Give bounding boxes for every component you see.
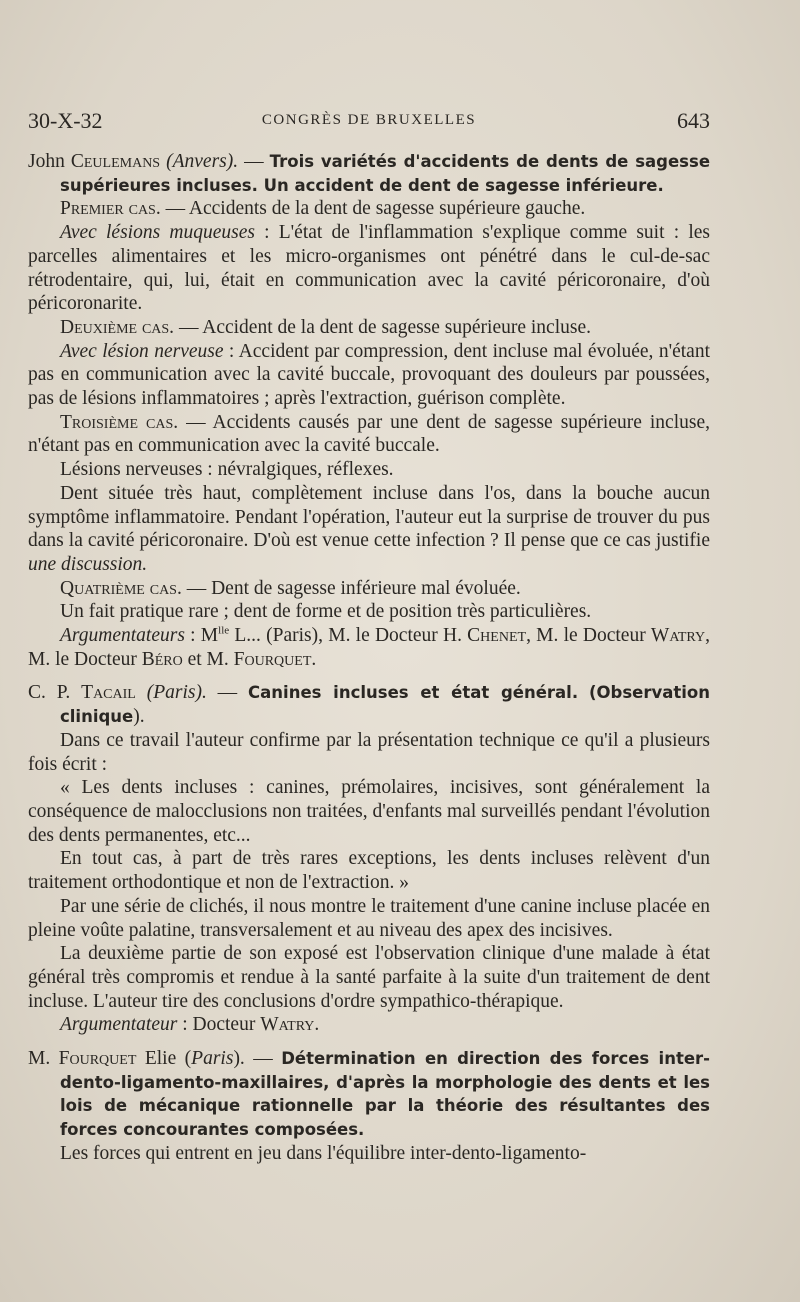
paragraph-text: , M. le Docteur: [28, 625, 710, 670]
case-3-lesions: Lésions nerveuses : névralgiques, réflexes.: [60, 459, 394, 481]
paragraph-text: ).: [133, 706, 145, 728]
case-text: — Accidents de la dent de sagesse supérieure gauche.: [160, 198, 586, 220]
header-date: 30-X-32: [28, 108, 103, 133]
argumentateur-label: Argumentateur: [60, 1014, 178, 1036]
entry-title-note: (Observation clinique: [60, 683, 710, 727]
case-2-paragraph: [28, 316, 710, 340]
author-location: (Anvers).: [166, 151, 239, 172]
argumentateurs-label: Argumentateurs: [60, 625, 185, 647]
case-3-description: [28, 482, 710, 577]
paragraph-italic: une discussion.: [28, 553, 148, 575]
paragraph-text: : M: [184, 625, 219, 647]
tacail-paragraph-4: Par une série de clichés, il nous montre le traitement d'une canine incluse placée en pleine voûte palatine, transversalement et au niveau des apex des incisives.: [28, 895, 710, 941]
case-2-detail: [28, 340, 710, 411]
paragraph-text: : Docteur: [177, 1014, 261, 1036]
entry-title: Détermination en direction des forces inter-dento-ligamento-maxillaires, d'après la morphologie des dents et les lois de mécanique rationnelle par la théorie des résultantes des forces concourantes composées.: [60, 1049, 711, 1140]
case-1-detail: [28, 221, 710, 316]
case-1-paragraph: [28, 197, 710, 221]
paragraph-text: .: [314, 1014, 320, 1036]
page-number: 643: [677, 108, 710, 133]
author-last-name: Tacail: [81, 682, 136, 704]
author-location: Paris: [191, 1048, 234, 1070]
paragraph-text: , M. le Docteur: [526, 625, 651, 647]
person-name: Fourquet: [233, 648, 312, 670]
author-last-name: Fourquet: [58, 1048, 137, 1070]
author-first-name: John: [28, 151, 65, 172]
detail-label: Avec lésions muqueuses: [60, 222, 255, 244]
argumentateurs-paragraph: [28, 624, 710, 671]
case-4-paragraph: [28, 577, 710, 601]
running-header: [28, 108, 710, 138]
tacail-paragraph-2: « Les dents incluses : canines, prémolaires, incisives, sont généralement la conséquence de malocclusions non traitées, d'enfants mal surveillés pendant l'évolution des dents permanentes, etc...: [28, 777, 710, 846]
author-location: (Paris).: [146, 682, 207, 704]
case-label: Quatrième cas.: [60, 577, 182, 599]
tacail-paragraph-1: Dans ce travail l'auteur confirme par la présentation technique ce qu'il a plusieurs fois écrit :: [28, 729, 710, 775]
paragraph-text: Dent située très haut, complètement incluse dans l'os, dans la bouche aucun symptôme inflammatoire. Pendant l'opération, l'auteur eut la surprise de trouver du pus dans la cavité péricoronaire. D'où est venue cette infection ? Il pense que ce cas justifie: [28, 482, 710, 552]
case-text: — Dent de sagesse inférieure mal évoluée.: [181, 577, 521, 599]
case-label: Deuxième cas.: [60, 316, 175, 338]
entry-title: Trois variétés d'accidents de dents de sagesse supérieures incluses. Un accident de dent de sagesse inférieure.: [60, 152, 711, 195]
case-text: — Accidents causés par une dent de sagesse supérieure incluse, n'étant pas en communication avec la cavité buccale.: [28, 411, 710, 457]
fourquet-paragraph-1: Les forces qui entrent en jeu dans l'équilibre inter-dento-ligamento-: [60, 1142, 587, 1164]
case-3-paragraph: [28, 411, 710, 458]
paragraph-text: .: [311, 648, 317, 670]
dash: —: [238, 151, 270, 172]
detail-label: Avec lésion nerveuse: [60, 340, 224, 362]
person-name: Béro: [141, 648, 183, 670]
argumentateur-paragraph: [28, 1013, 710, 1037]
entry-title: Canines incluses et état général.: [248, 683, 579, 703]
paragraph-text: L... (Paris), M. le Docteur H.: [229, 625, 468, 647]
person-name: Watry: [650, 625, 706, 647]
paragraph-text: ).: [233, 1048, 245, 1070]
tacail-paragraph-5: La deuxième partie de son exposé est l'observation clinique d'une malade à état général très compromis et rendue à la santé parfaite à la suite d'un traitement de dent incluse. L'auteur tire des conclusions d'ordre sympathico-thérapique.: [28, 943, 710, 1012]
paragraph-text: et M.: [182, 648, 234, 670]
person-name: Watry: [260, 1014, 315, 1036]
entry-fourquet-heading: [28, 1047, 710, 1142]
author-first-name: C. P.: [28, 682, 71, 704]
detail-text: : L'état de l'inflammation s'explique comme suit : les parcelles alimentaires et les micro-organismes ont pénétré dans le cul-de-sac rétrodentaire, qui, lui, était en communication avec la cavité péricoronaire, d'où péricoronarite.: [28, 222, 710, 315]
detail-text: : Accident par compression, dent incluse mal évoluée, n'étant pas en communication avec la cavité buccale, provoquant des douleurs par poussées, pas de lésions inflammatoires ; après l'extraction, guérison complète.: [28, 340, 711, 410]
case-label: Troisième cas.: [60, 411, 179, 433]
author-first-name: Elie: [144, 1048, 177, 1070]
page-body: [28, 150, 710, 1166]
dash: —: [206, 682, 249, 704]
entry-ceulemans-heading: [28, 150, 710, 197]
header-title: CONGRÈS DE BRUXELLES: [261, 112, 477, 128]
paragraph-text: (: [184, 1048, 192, 1070]
author-last-name: Ceulemans: [70, 151, 161, 172]
dash: —: [244, 1048, 282, 1070]
case-label: Premier cas.: [60, 198, 161, 220]
author-prefix: M.: [28, 1048, 51, 1070]
entry-tacail-heading: [28, 681, 710, 728]
case-text: — Accident de la dent de sagesse supérieure incluse.: [174, 316, 591, 338]
superscript: lle: [218, 624, 230, 637]
case-4-detail: Un fait pratique rare ; dent de forme et de position très particulières.: [60, 601, 592, 623]
tacail-paragraph-3: En tout cas, à part de très rares exceptions, les dents incluses relèvent d'un traitement orthodontique et non de l'extraction. »: [28, 848, 710, 894]
person-name: Chenet: [467, 625, 527, 647]
